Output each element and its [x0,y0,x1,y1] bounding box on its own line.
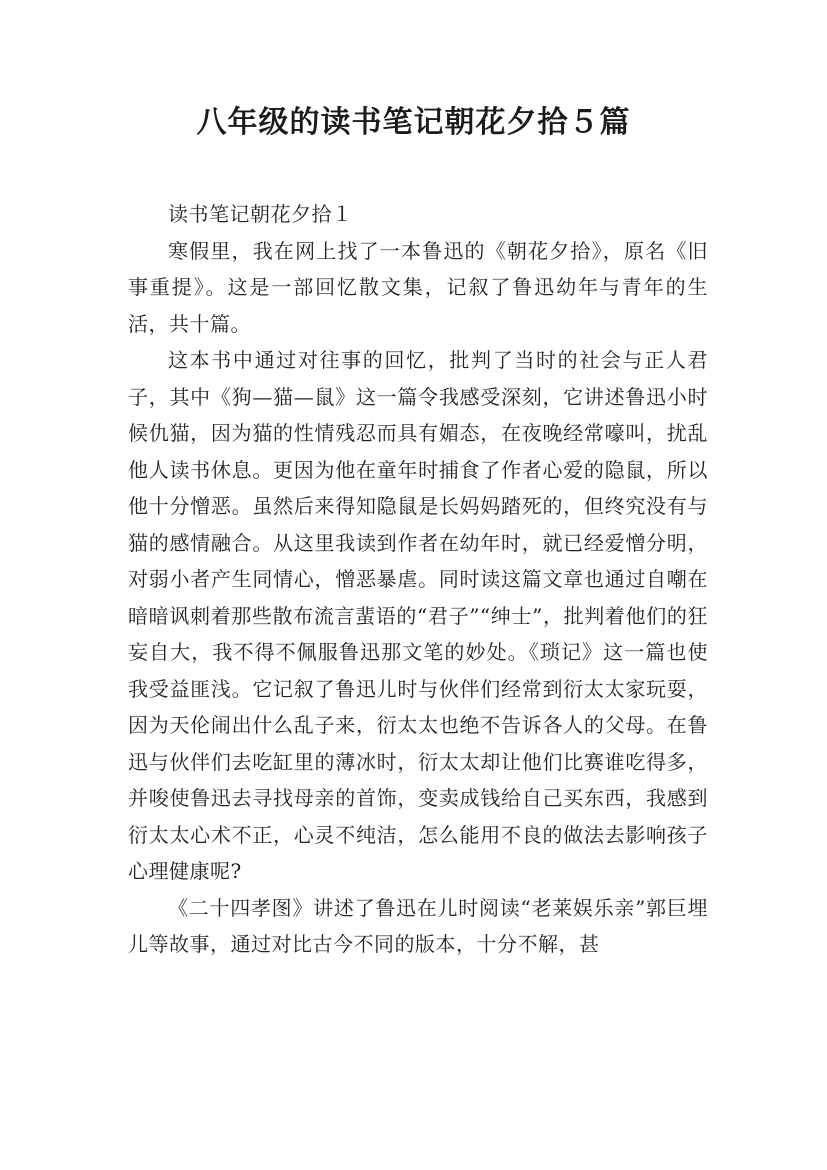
paragraph: 这本书中通过对往事的回忆，批判了当时的社会与正人君子，其中《狗—猫—鼠》这一篇令我感受深刻，它讲述鲁迅小时候仇猫，因为猫的性情残忍而具有媚态，在夜晚经常嚎叫，扰乱他人读书休息。更因为他在童年时捕食了作者心爱的隐鼠，所以他十分憎恶。虽然后来得知隐鼠是长妈妈踏死的，但终究没有与猫的感情融合。从这里我读到作者在幼年时，就已经爱憎分明，对弱小者产生同情心，憎恶暴虐。同时读这篇文章也通过自嘲在暗暗讽刺着那些散布流言蜚语的“君子”“绅士”，批判着他们的狂妄自大，我不得不佩服鲁迅那文笔的妙处。《琐记》这一篇也使我受益匪浅。它记叙了鲁迅儿时与伙伴们经常到衍太太家玩耍，因为天伦闹出什么乱子来，衍太太也绝不告诉各人的父母。在鲁迅与伙伴们去吃缸里的薄冰时，衍太太却让他们比赛谁吃得多，并唆使鲁迅去寻找母亲的首饰，变卖成钱给自己买东西，我感到衍太太心术不正，心灵不纯洁，怎么能用不良的做法去影响孩子心理健康呢? [128,348,708,883]
section-heading: 读书笔记朝花夕拾１ [168,202,353,226]
document-body [128,196,708,963]
paragraph: 《二十四孝图》讲述了鲁迅在儿时阅读“老莱娱乐亲”郭巨埋儿等故事，通过对比古今不同的版本，十分不解，甚 [128,895,708,956]
paragraph: 寒假里，我在网上找了一本鲁迅的《朝花夕拾》，原名《旧事重提》。这是一部回忆散文集，记叙了鲁迅幼年与青年的生活，共十篇。 [128,238,708,336]
document-title: 八年级的读书笔记朝花夕拾５篇 [196,105,631,140]
